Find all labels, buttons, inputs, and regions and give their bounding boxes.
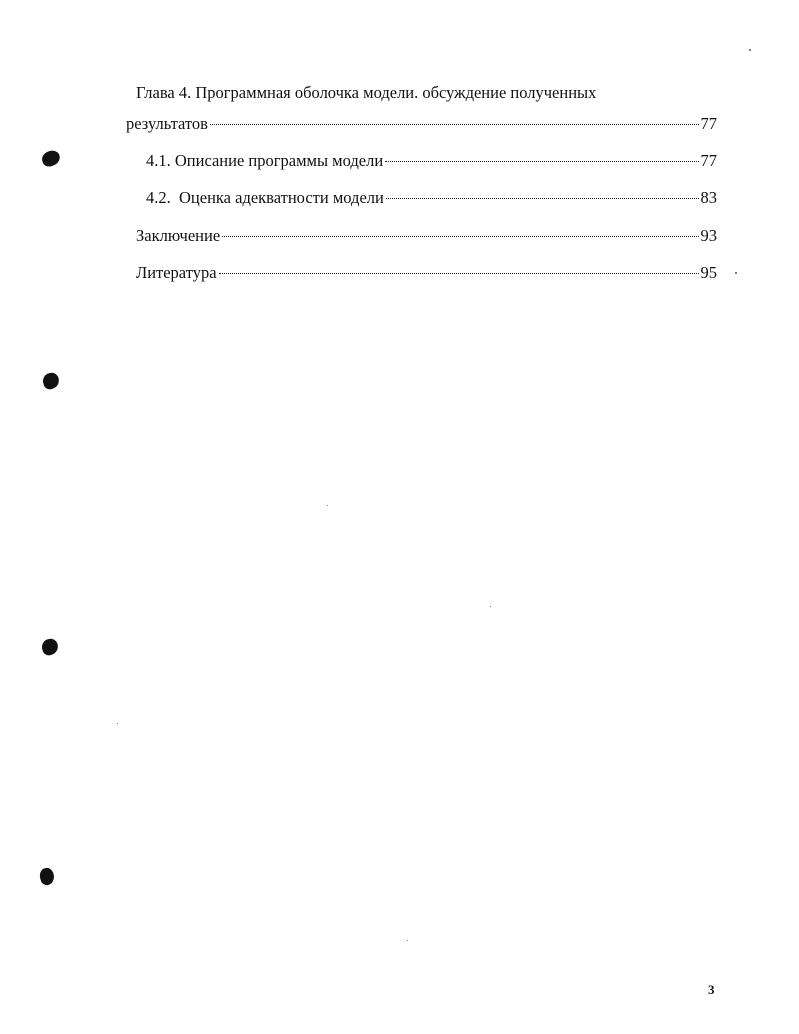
scan-speck [749,49,751,51]
toc-entry-label: Литература [136,263,217,282]
toc-leader-dots [386,198,699,199]
toc-entry-label: Заключение [136,226,221,245]
toc-leader-dots [210,124,699,125]
scan-speck [327,505,328,506]
toc-page-number: 77 [700,151,717,170]
toc-chapter4-title-line2: результатов [126,114,208,133]
toc-entry-conclusion [136,226,717,246]
scan-speck [490,606,491,607]
toc-page-number: 95 [700,263,717,282]
punch-hole-mark [41,371,61,391]
punch-hole-mark [40,149,61,168]
toc-page-number: 93 [700,226,717,245]
toc-entry-4-2 [146,188,717,208]
toc-leader-dots [222,236,698,237]
scan-speck [735,272,737,274]
toc-leader-dots [219,273,699,274]
toc-page-number: 77 [700,114,717,133]
toc-entry-chapter4 [126,114,717,134]
toc-entry-label: 4.2. Оценка адекватности модели [146,188,384,207]
toc-entry-label: 4.1. Описание программы модели [146,151,384,170]
toc-leader-dots [385,161,698,162]
punch-hole-mark [40,637,60,657]
toc-page-number: 83 [700,188,717,207]
scan-speck [117,723,118,724]
page-number: 3 [708,982,715,997]
toc-entry-references [136,263,717,283]
scan-speck [407,940,408,941]
toc-chapter4-title-line1: Глава 4. Программная оболочка модели. обсуждение полученных [136,83,597,102]
toc-entry-4-1 [146,151,717,171]
punch-hole-mark [38,866,56,886]
